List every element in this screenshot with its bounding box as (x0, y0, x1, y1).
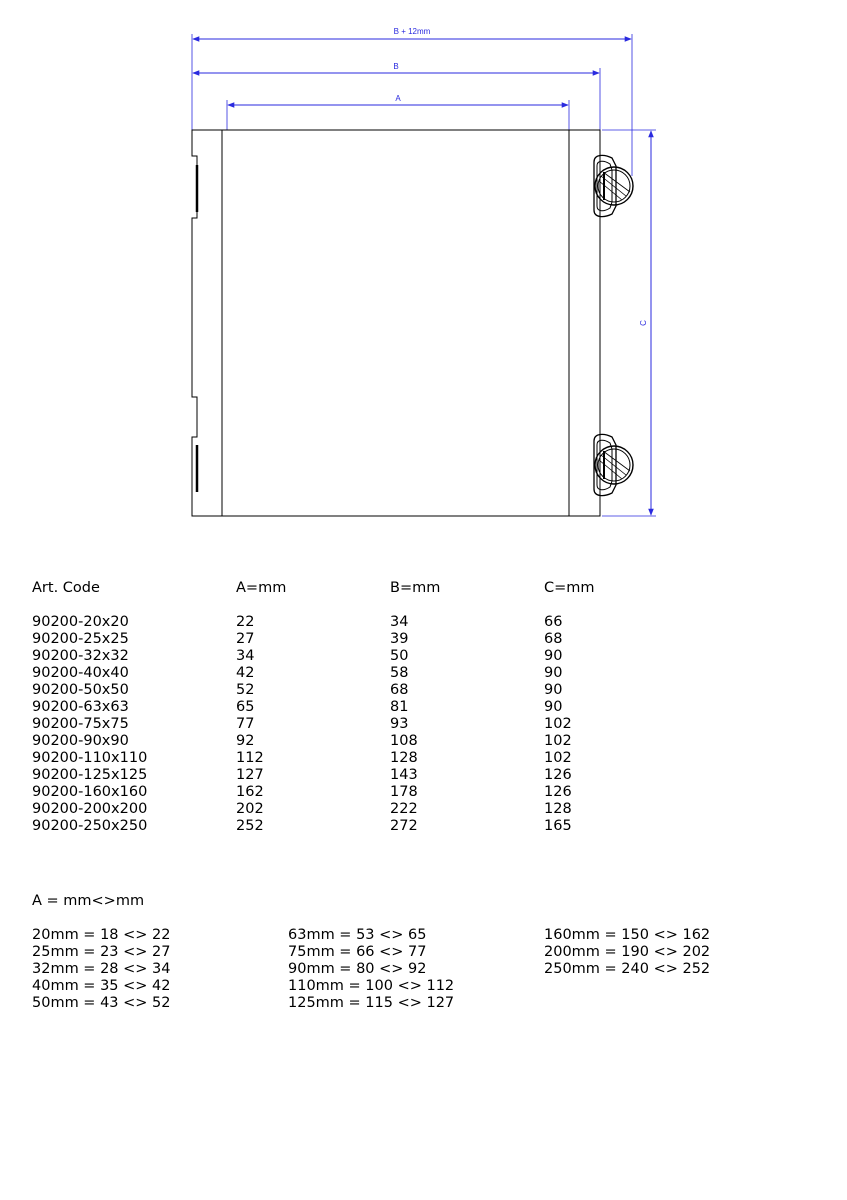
table-row (32, 648, 792, 665)
tolerance-title: A = mm<>mm (32, 893, 145, 909)
header-a: A=mm (236, 580, 287, 596)
tolerance-item: 125mm = 115 <> 127 (288, 995, 455, 1011)
tolerance-column-2 (288, 927, 454, 1012)
cell-b: 272 (390, 818, 418, 834)
tolerance-item: 40mm = 35 <> 42 (32, 978, 171, 994)
extension-lines (192, 34, 656, 516)
cell-b: 108 (390, 733, 418, 749)
cell-a: 162 (236, 784, 264, 800)
cell-a: 112 (236, 750, 264, 766)
cell-b: 50 (390, 648, 409, 664)
spec-header-row (32, 580, 792, 597)
cell-c: 68 (544, 631, 563, 647)
dimension-lines (193, 39, 651, 515)
table-row (32, 699, 792, 716)
cell-c: 90 (544, 648, 563, 664)
table-row (32, 801, 792, 818)
tolerance-item: 25mm = 23 <> 27 (32, 944, 171, 960)
cell-c: 90 (544, 699, 563, 715)
tolerance-item: 250mm = 240 <> 252 (544, 961, 711, 977)
technical-drawing (0, 0, 847, 540)
table-row (32, 682, 792, 699)
dim-label-inner: A (395, 94, 401, 103)
tolerance-item: 63mm = 53 <> 65 (288, 927, 427, 943)
cell-c: 102 (544, 733, 572, 749)
cell-b: 93 (390, 716, 409, 732)
cell-art-code: 90200-200x200 (32, 801, 148, 817)
cell-c: 90 (544, 665, 563, 681)
cell-b: 143 (390, 767, 418, 783)
cell-art-code: 90200-110x110 (32, 750, 148, 766)
cell-art-code: 90200-75x75 (32, 716, 129, 732)
cell-c: 128 (544, 801, 572, 817)
tolerance-item: 20mm = 18 <> 22 (32, 927, 171, 943)
cell-art-code: 90200-90x90 (32, 733, 129, 749)
cell-c: 102 (544, 750, 572, 766)
cell-art-code: 90200-125x125 (32, 767, 148, 783)
cell-art-code: 90200-250x250 (32, 818, 148, 834)
tolerance-column-3 (544, 927, 710, 978)
cell-a: 77 (236, 716, 255, 732)
table-row (32, 733, 792, 750)
dim-label-height: C (639, 320, 648, 326)
tolerance-item: 75mm = 66 <> 77 (288, 944, 427, 960)
cell-b: 39 (390, 631, 409, 647)
cell-c: 90 (544, 682, 563, 698)
table-row (32, 665, 792, 682)
cell-a: 65 (236, 699, 255, 715)
cell-art-code: 90200-32x32 (32, 648, 129, 664)
clamp-bottom (594, 434, 633, 495)
cell-b: 81 (390, 699, 409, 715)
cell-a: 252 (236, 818, 264, 834)
header-c: C=mm (544, 580, 595, 596)
cell-b: 58 (390, 665, 409, 681)
cell-a: 92 (236, 733, 255, 749)
dim-label-overall: B + 12mm (393, 27, 431, 36)
clamp-top (594, 155, 633, 216)
cell-art-code: 90200-40x40 (32, 665, 129, 681)
cell-c: 126 (544, 784, 572, 800)
cell-a: 27 (236, 631, 255, 647)
tolerance-item: 32mm = 28 <> 34 (32, 961, 171, 977)
table-row (32, 818, 792, 835)
cell-art-code: 90200-50x50 (32, 682, 129, 698)
cell-a: 22 (236, 614, 255, 630)
cell-a: 34 (236, 648, 255, 664)
header-b: B=mm (390, 580, 441, 596)
table-row (32, 614, 792, 631)
spec-table (32, 580, 792, 835)
cell-c: 66 (544, 614, 563, 630)
cell-c: 165 (544, 818, 572, 834)
cell-a: 42 (236, 665, 255, 681)
cell-b: 178 (390, 784, 418, 800)
cell-a: 52 (236, 682, 255, 698)
tolerance-item: 200mm = 190 <> 202 (544, 944, 711, 960)
header-art-code: Art. Code (32, 580, 100, 596)
tolerance-item: 160mm = 150 <> 162 (544, 927, 711, 943)
tolerance-item: 110mm = 100 <> 112 (288, 978, 455, 994)
table-row (32, 784, 792, 801)
table-row (32, 631, 792, 648)
cell-art-code: 90200-20x20 (32, 614, 129, 630)
table-row (32, 767, 792, 784)
cell-a: 202 (236, 801, 264, 817)
cell-art-code: 90200-160x160 (32, 784, 148, 800)
tolerance-item: 90mm = 80 <> 92 (288, 961, 427, 977)
tolerance-column-1 (32, 927, 171, 1012)
cell-art-code: 90200-25x25 (32, 631, 129, 647)
cell-b: 34 (390, 614, 409, 630)
cell-b: 68 (390, 682, 409, 698)
table-row (32, 716, 792, 733)
cell-art-code: 90200-63x63 (32, 699, 129, 715)
cell-b: 128 (390, 750, 418, 766)
cell-b: 222 (390, 801, 418, 817)
dim-label-outer: B (393, 62, 399, 71)
cell-c: 102 (544, 716, 572, 732)
table-row (32, 750, 792, 767)
tolerance-item: 50mm = 43 <> 52 (32, 995, 171, 1011)
part-outline (192, 130, 600, 516)
cell-a: 127 (236, 767, 264, 783)
cell-c: 126 (544, 767, 572, 783)
